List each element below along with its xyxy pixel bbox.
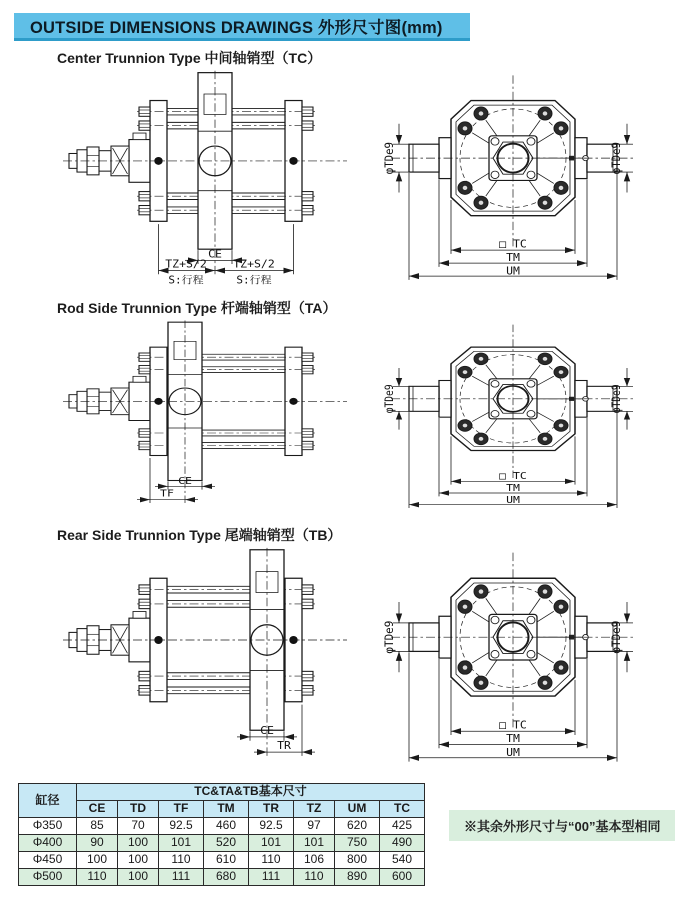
value-cell: 600 (380, 869, 425, 886)
note-text: ※其余外形尺寸与“00”基本型相同 (464, 819, 661, 834)
bore-header-cell: 缸径 (19, 784, 77, 818)
bore-cell: Φ350 (19, 818, 77, 835)
bore-cell: Φ500 (19, 869, 77, 886)
value-cell: 92.5 (159, 818, 204, 835)
value-cell: 680 (204, 869, 249, 886)
value-cell: 540 (380, 852, 425, 869)
value-cell: 70 (118, 818, 159, 835)
section-tc (0, 48, 680, 291)
note-box (449, 810, 675, 841)
value-cell: 85 (77, 818, 118, 835)
dim-label-tr: TR (277, 739, 291, 752)
value-cell: 425 (380, 818, 425, 835)
col-header-ce: CE (77, 801, 118, 818)
value-cell: 90 (77, 835, 118, 852)
dim-label-um: UM (506, 746, 520, 759)
dim-label-um: UM (506, 494, 520, 506)
value-cell: 111 (159, 869, 204, 886)
dim-label-ce: CE (260, 724, 274, 737)
value-cell: 110 (77, 869, 118, 886)
dim-label-td-left: φTDe9 (382, 142, 397, 175)
dim-label-tm: TM (506, 251, 520, 264)
value-cell: 520 (204, 835, 249, 852)
value-cell: 620 (335, 818, 380, 835)
value-cell: 101 (294, 835, 335, 852)
bore-cell: Φ400 (19, 835, 77, 852)
dim-label-td-left: φTDe9 (383, 384, 397, 414)
section-title-tb: Rear Side Trunnion Type 尾端轴销型（TB） (57, 527, 342, 543)
dim-label-tz-right: TZ+S/2 (233, 257, 275, 271)
dim-label-ce: CE (178, 475, 192, 487)
value-cell: 110 (159, 852, 204, 869)
dimensions-table (18, 783, 425, 886)
col-header-tz: TZ (294, 801, 335, 818)
tb-front-view-drawing (363, 545, 663, 773)
page-header-bar (14, 13, 470, 41)
dim-label-tf: TF (160, 488, 174, 500)
col-header-tc: TC (380, 801, 425, 818)
value-cell: 101 (249, 835, 294, 852)
table-row (19, 818, 425, 835)
value-cell: 800 (335, 852, 380, 869)
dim-label-ce: CE (208, 247, 222, 261)
bore-cell: Φ450 (19, 852, 77, 869)
value-cell: 97 (294, 818, 335, 835)
dim-label-td-right: φTDe9 (609, 620, 624, 654)
page-title: OUTSIDE DIMENSIONS DRAWINGS 外形尺寸图(mm) (30, 18, 443, 37)
dim-label-tc: □ TC (499, 237, 527, 251)
group-header-cell: TC&TA&TB基本尺寸 (77, 784, 425, 801)
dim-label-td-right: φTDe9 (610, 384, 624, 414)
dim-label-stroke-right: S:行程 (236, 273, 272, 287)
table-row (19, 852, 425, 869)
value-cell: 106 (294, 852, 335, 869)
ta-drawing-row (0, 318, 680, 518)
table-row (19, 869, 425, 886)
value-cell: 110 (249, 852, 294, 869)
value-cell: 111 (249, 869, 294, 886)
dim-label-tc: □ TC (499, 718, 527, 732)
value-cell: 890 (335, 869, 380, 886)
value-cell: 100 (118, 852, 159, 869)
col-header-um: UM (335, 801, 380, 818)
dim-label-tc: □ TC (499, 470, 527, 482)
tc-side-view-drawing (55, 68, 355, 291)
section-title-ta: Rod Side Trunnion Type 杆端轴销型（TA） (57, 300, 337, 316)
value-cell: 100 (118, 869, 159, 886)
section-ta (0, 298, 680, 518)
tc-drawing-row (0, 68, 680, 291)
ta-side-view-drawing (55, 318, 355, 518)
value-cell: 750 (335, 835, 380, 852)
dim-label-td-right: φTDe9 (609, 142, 624, 175)
value-cell: 92.5 (249, 818, 294, 835)
col-header-tm: TM (204, 801, 249, 818)
dim-label-tm: TM (506, 732, 520, 746)
drawing-sections (0, 48, 680, 773)
value-cell: 100 (118, 835, 159, 852)
section-title-tc: Center Trunnion Type 中间轴销型（TC） (57, 50, 322, 66)
table-row (19, 835, 425, 852)
ta-front-view-drawing (363, 318, 663, 518)
value-cell: 100 (77, 852, 118, 869)
value-cell: 110 (294, 869, 335, 886)
dim-label-tz-left: TZ+S/2 (165, 257, 207, 271)
col-header-tf: TF (159, 801, 204, 818)
col-header-td: TD (118, 801, 159, 818)
value-cell: 460 (204, 818, 249, 835)
dim-label-um: UM (506, 264, 520, 278)
dim-label-tm: TM (506, 482, 520, 494)
section-tb (0, 525, 680, 773)
value-cell: 610 (204, 852, 249, 869)
dim-label-stroke-left: S:行程 (168, 273, 204, 287)
col-header-tr: TR (249, 801, 294, 818)
value-cell: 490 (380, 835, 425, 852)
tb-side-view-drawing (55, 545, 355, 773)
tb-drawing-row (0, 545, 680, 773)
bottom-area (18, 783, 680, 886)
tc-front-view-drawing (363, 68, 663, 291)
dim-label-td-left: φTDe9 (382, 620, 397, 654)
value-cell: 101 (159, 835, 204, 852)
